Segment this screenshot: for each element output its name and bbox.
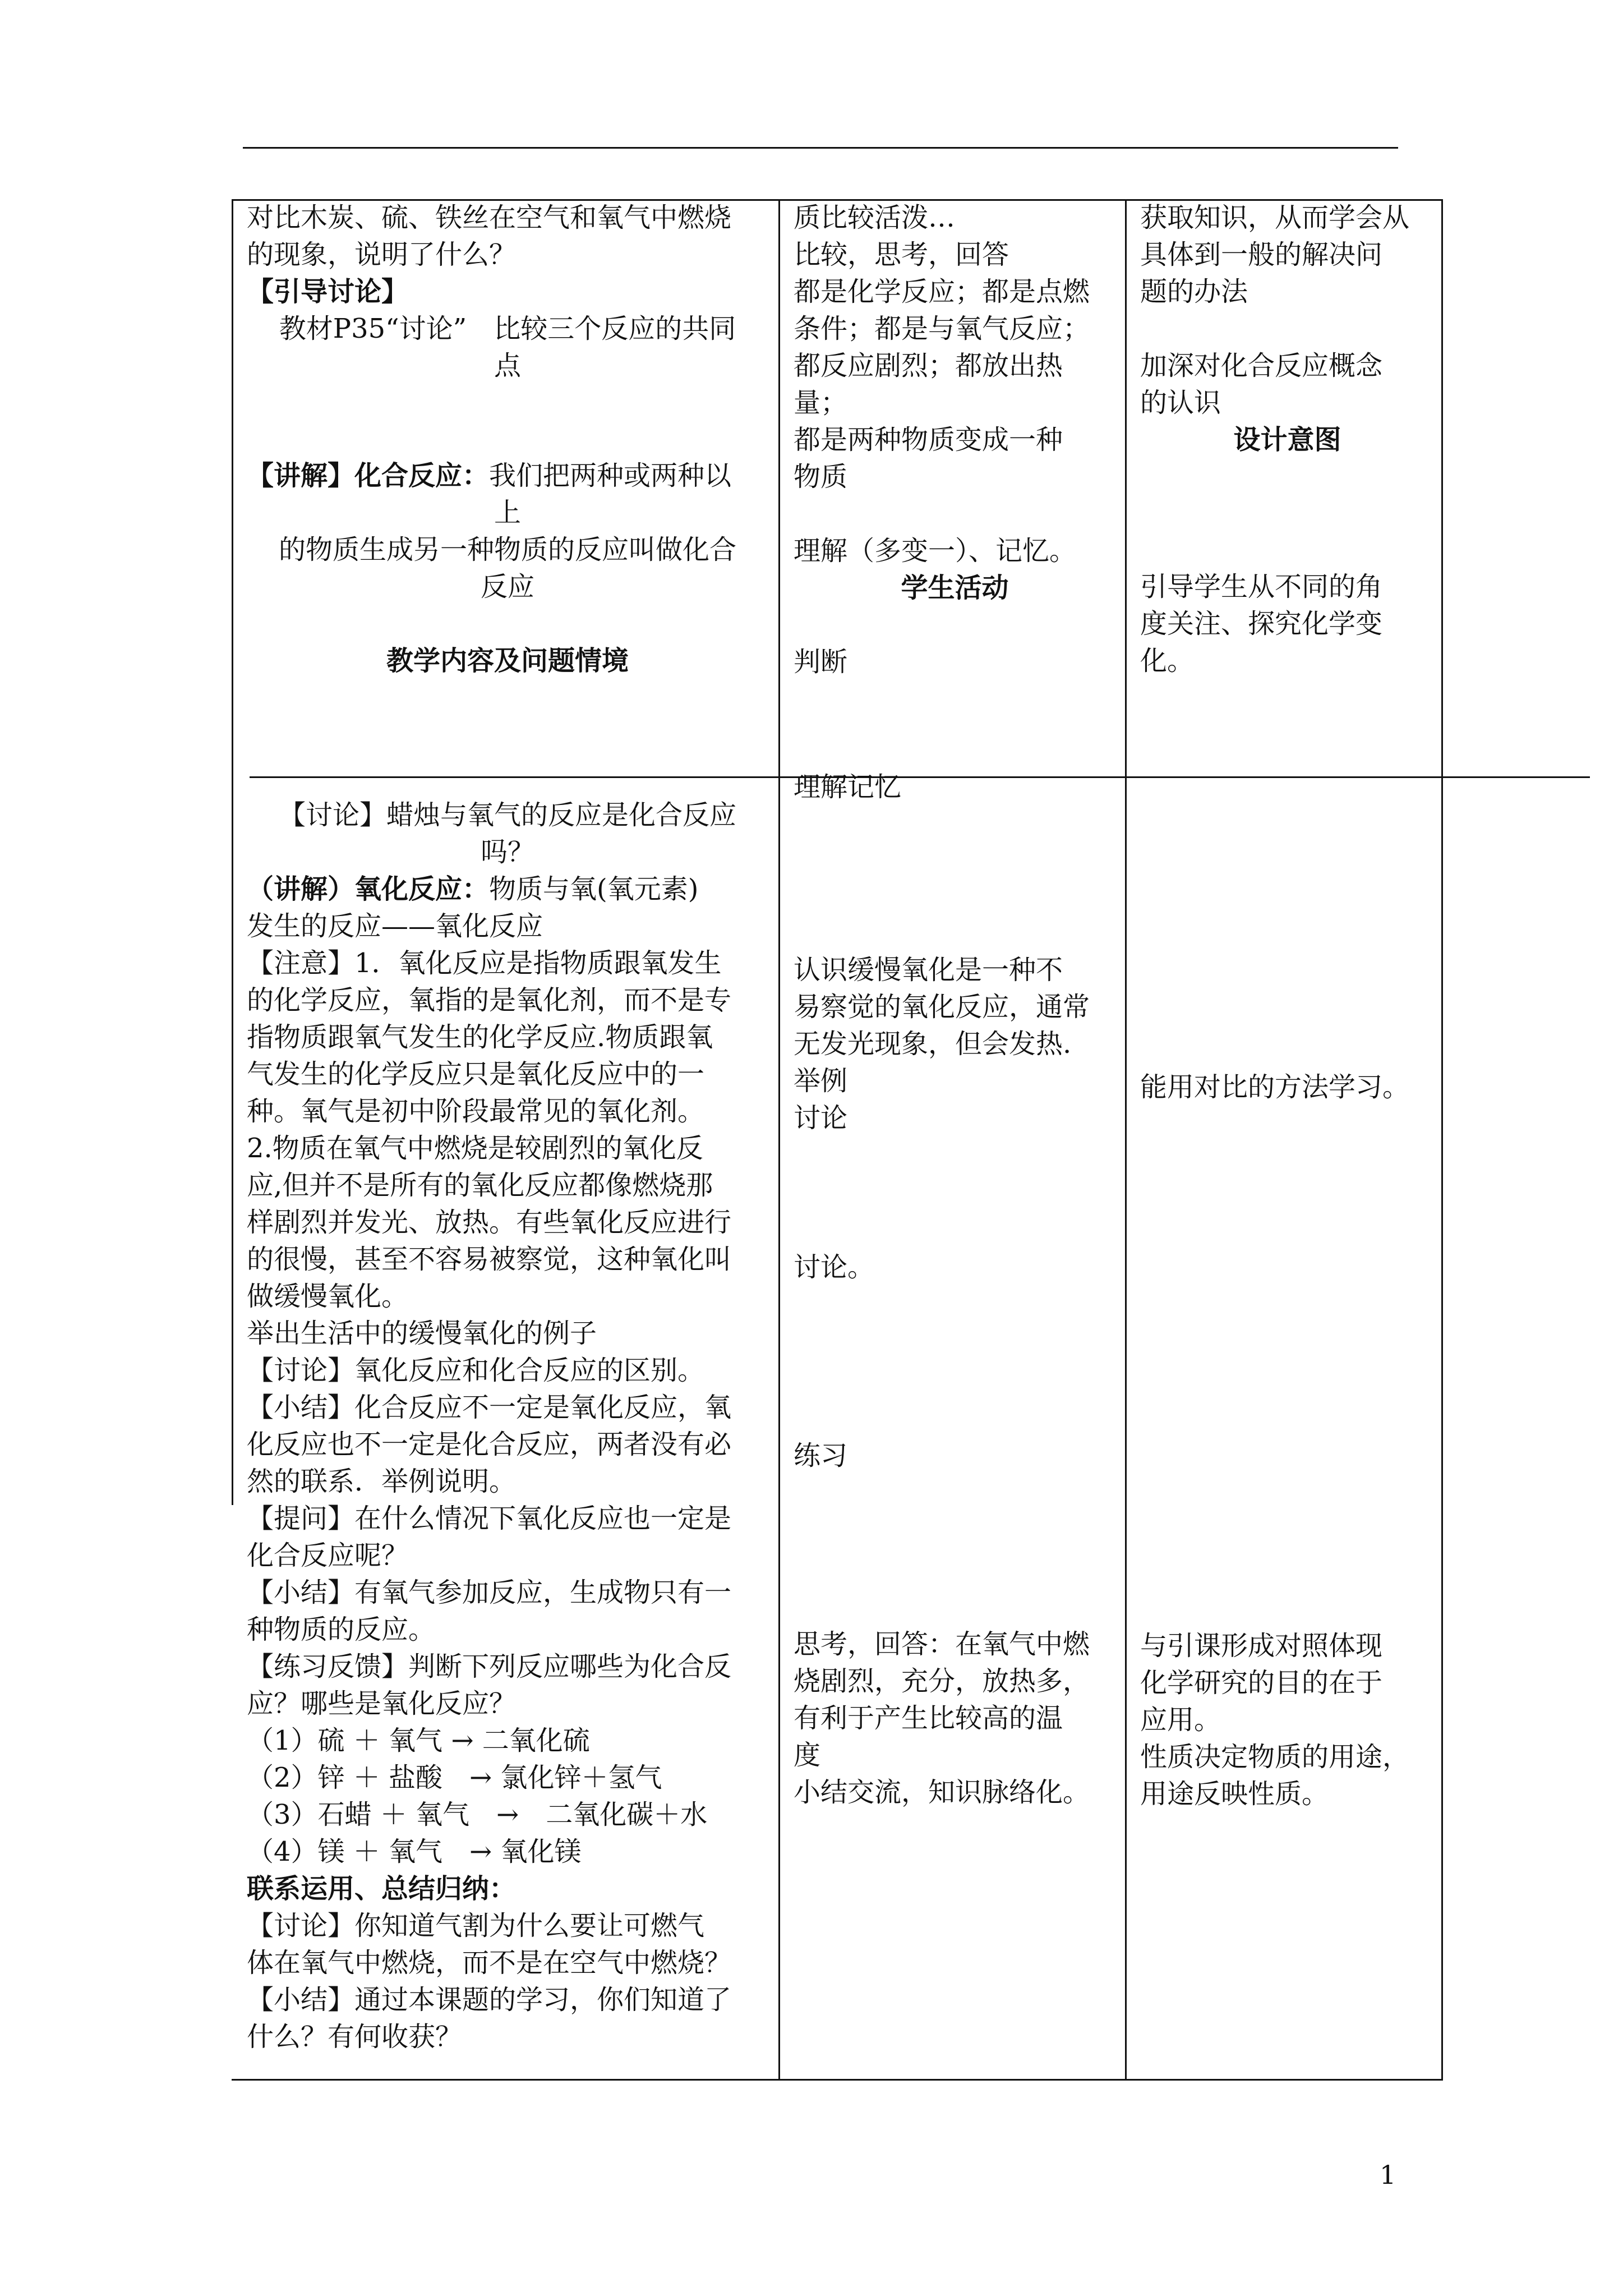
t1-c2-line: 质比较活泼…	[794, 202, 956, 233]
note-line: 然的联系．举例说明。	[247, 1466, 517, 1497]
note-line: 化合反应呢？	[247, 1540, 409, 1571]
note-line: 举出生活中的缓慢氧化的例子	[247, 1318, 597, 1349]
note-line: 种物质的反应。	[247, 1614, 436, 1645]
t1-c1-line: 对比木炭、硫、铁丝在空气和氧气中燃烧	[247, 202, 732, 233]
t1-c3-line: 度关注、探究化学变化。	[1140, 608, 1383, 677]
explain-line: 的物质生成另一种物质的反应叫做化合	[278, 534, 736, 565]
apply-line: 化学研究的目的在于	[1140, 1667, 1383, 1699]
slow-oxidation-line: 举例	[794, 1065, 848, 1097]
practice-label: 练习	[794, 1440, 848, 1471]
note-line: 样剧烈并发光、放热。有些氧化反应进行	[247, 1207, 732, 1238]
t1-c2-line: 都是两种物质变成一种	[794, 424, 1063, 455]
note-line: 应,但并不是所有的氧化反应都像燃烧那	[247, 1170, 713, 1201]
explain-tag: （讲解）	[247, 873, 355, 905]
t1-c2-line: 都是化学反应；都是点燃	[794, 276, 1090, 307]
t1-c3-line: 获取知识，从而学会从	[1140, 202, 1410, 233]
final-line: 【讨论】你知道气割为什么要让可燃气	[247, 1910, 705, 1941]
t1-c2-line: 比较，思考，回答	[794, 239, 1009, 270]
column-header-content: 教学内容及问题情境	[386, 645, 629, 677]
t1-c2-line: 条件；都是与氧气反应；	[794, 313, 1090, 344]
explain-line: 上	[494, 497, 521, 528]
t2-content-cell	[247, 797, 768, 2055]
final-line: 什么？有何收获？	[247, 2021, 463, 2053]
guide-line: 点	[494, 350, 521, 381]
table-bottom-border	[232, 2079, 1443, 2081]
think-line: 烧剧烈，充分，放热多，	[794, 1665, 1090, 1697]
t1-c3-line: 引导学生从不同的角	[1140, 571, 1383, 602]
think-line: 度	[794, 1740, 821, 1771]
note-line: 做缓慢氧化。	[247, 1281, 409, 1312]
discuss-label: 讨论。	[794, 1251, 875, 1283]
think-line: 小结交流，知识脉络化。	[794, 1777, 1090, 1808]
apply-line: 用途反映性质。	[1140, 1778, 1329, 1810]
table1-col-divider-2	[1125, 199, 1127, 2079]
final-line: 体在氧气中燃烧，而不是在空气中燃烧？	[247, 1947, 732, 1978]
explain-term: 氧化反应：	[354, 873, 490, 905]
discuss-line: 吗？	[480, 836, 534, 868]
t1-c3-line: 具体到一般的解决问	[1140, 239, 1383, 270]
reaction-line: （3）石蜡 ＋ 氧气 → 二氧化碳＋水	[247, 1799, 708, 1830]
t1-c1-line: 的现象，说明了什么？	[247, 239, 517, 270]
note-line: 的很慢，甚至不容易被察觉，这种氧化叫	[247, 1244, 732, 1275]
explain-text: 物质与氧(氧元素)	[489, 873, 699, 905]
apply-line: 性质决定物质的用途，	[1140, 1741, 1410, 1773]
guide-discussion-tag: 【引导讨论】	[247, 276, 409, 307]
t1-c3-line: 加深对化合反应概念	[1140, 350, 1383, 381]
note-line: 【小结】化合反应不一定是氧化反应，氧	[247, 1392, 732, 1423]
summary-heading: 联系运用、总结归纳：	[247, 1873, 517, 1904]
guide-line: 教材P35“讨论” 比较三个反应的共同	[279, 313, 736, 344]
reaction-line: （1）硫 ＋ 氧气 → 二氧化硫	[247, 1725, 590, 1756]
understand-line: 理解（多变一）、记忆。	[794, 535, 1077, 567]
explain-term: 化合反应：	[354, 460, 490, 491]
note-line: 化反应也不一定是化合反应，两者没有必	[247, 1429, 732, 1460]
table1-col-divider-1	[778, 199, 780, 2079]
note-line: 种。氧气是初中阶段最常见的氧化剂。	[247, 1096, 705, 1127]
oxidation-explain-line	[247, 871, 768, 908]
think-line: 思考，回答：在氧气中燃	[794, 1628, 1090, 1660]
t1-c3-line: 题的办法	[1140, 276, 1248, 307]
t1-content-cell	[247, 199, 768, 679]
note-line: 【提问】在什么情况下氧化反应也一定是	[247, 1503, 732, 1534]
slow-oxidation-line: 认识缓慢氧化是一种不	[794, 954, 1063, 986]
reaction-line: （2）锌 ＋ 盐酸 → 氯化锌＋氢气	[247, 1762, 662, 1793]
note-line: 2.物质在氧气中燃烧是较剧烈的氧化反	[247, 1133, 703, 1164]
judge-line: 判断	[794, 646, 848, 678]
note-line: 气发生的化学反应只是氧化反应中的一	[247, 1059, 705, 1090]
explain-line	[247, 457, 768, 494]
t1-c3-line: 的认识	[1140, 387, 1221, 418]
header-rule	[243, 147, 1398, 149]
note-line: 指物质跟氧气发生的化学反应.物质跟氧	[247, 1022, 713, 1053]
slow-oxidation-line: 易察觉的氧化反应，通常	[794, 991, 1090, 1023]
t1-c2-line: 都反应剧烈；都放出热量；	[794, 350, 1063, 418]
understand-memory: 理解记忆	[794, 771, 902, 803]
table1-right-border	[1441, 199, 1443, 2079]
t1-c2-line: 物质	[794, 461, 848, 493]
column-header-intent: 设计意图	[1233, 424, 1341, 455]
note-line: 【练习反馈】判断下列反应哪些为化合反	[247, 1651, 732, 1682]
note-line: 的化学反应，氧指的是氧化剂，而不是专	[247, 984, 732, 1016]
reaction-line: （4）镁 ＋ 氧气 → 氧化镁	[247, 1836, 582, 1867]
compare-line: 能用对比的方法学习。	[1140, 1071, 1410, 1103]
page-number: 1	[1380, 2160, 1396, 2190]
column-header-student: 学生活动	[901, 572, 1009, 604]
apply-line: 应用。	[1140, 1704, 1221, 1736]
slow-oxidation-line: 讨论	[794, 1102, 848, 1134]
think-line: 有利于产生比较高的温	[794, 1703, 1063, 1734]
note-line: 【注意】1．氧化反应是指物质跟氧发生	[247, 947, 722, 979]
explain-line: 反应	[480, 571, 534, 602]
oxidation-explain-line: 发生的反应——氧化反应	[247, 910, 543, 942]
t2-intent-cell	[1140, 1069, 1435, 1812]
t1-intent-cell	[1140, 199, 1435, 679]
t1-student-cell	[794, 199, 1116, 680]
discuss-line: 【讨论】蜡烛与氧气的反应是化合反应	[278, 799, 736, 831]
explain-tag: 【讲解】	[247, 460, 355, 491]
note-line: 应？哪些是氧化反应？	[247, 1688, 517, 1719]
explain-text: 我们把两种或两种以	[489, 460, 732, 491]
note-line: 【讨论】氧化反应和化合反应的区别。	[247, 1355, 705, 1386]
slow-oxidation-line: 无发光现象，但会发热.	[794, 1028, 1072, 1060]
t2-student-cell	[794, 769, 1116, 1811]
table1-left-border	[232, 199, 233, 1505]
final-line: 【小结】通过本课题的学习，你们知道了	[247, 1984, 732, 2016]
note-line: 【小结】有氧气参加反应，生成物只有一	[247, 1577, 732, 1608]
apply-line: 与引课形成对照体现	[1140, 1630, 1383, 1662]
